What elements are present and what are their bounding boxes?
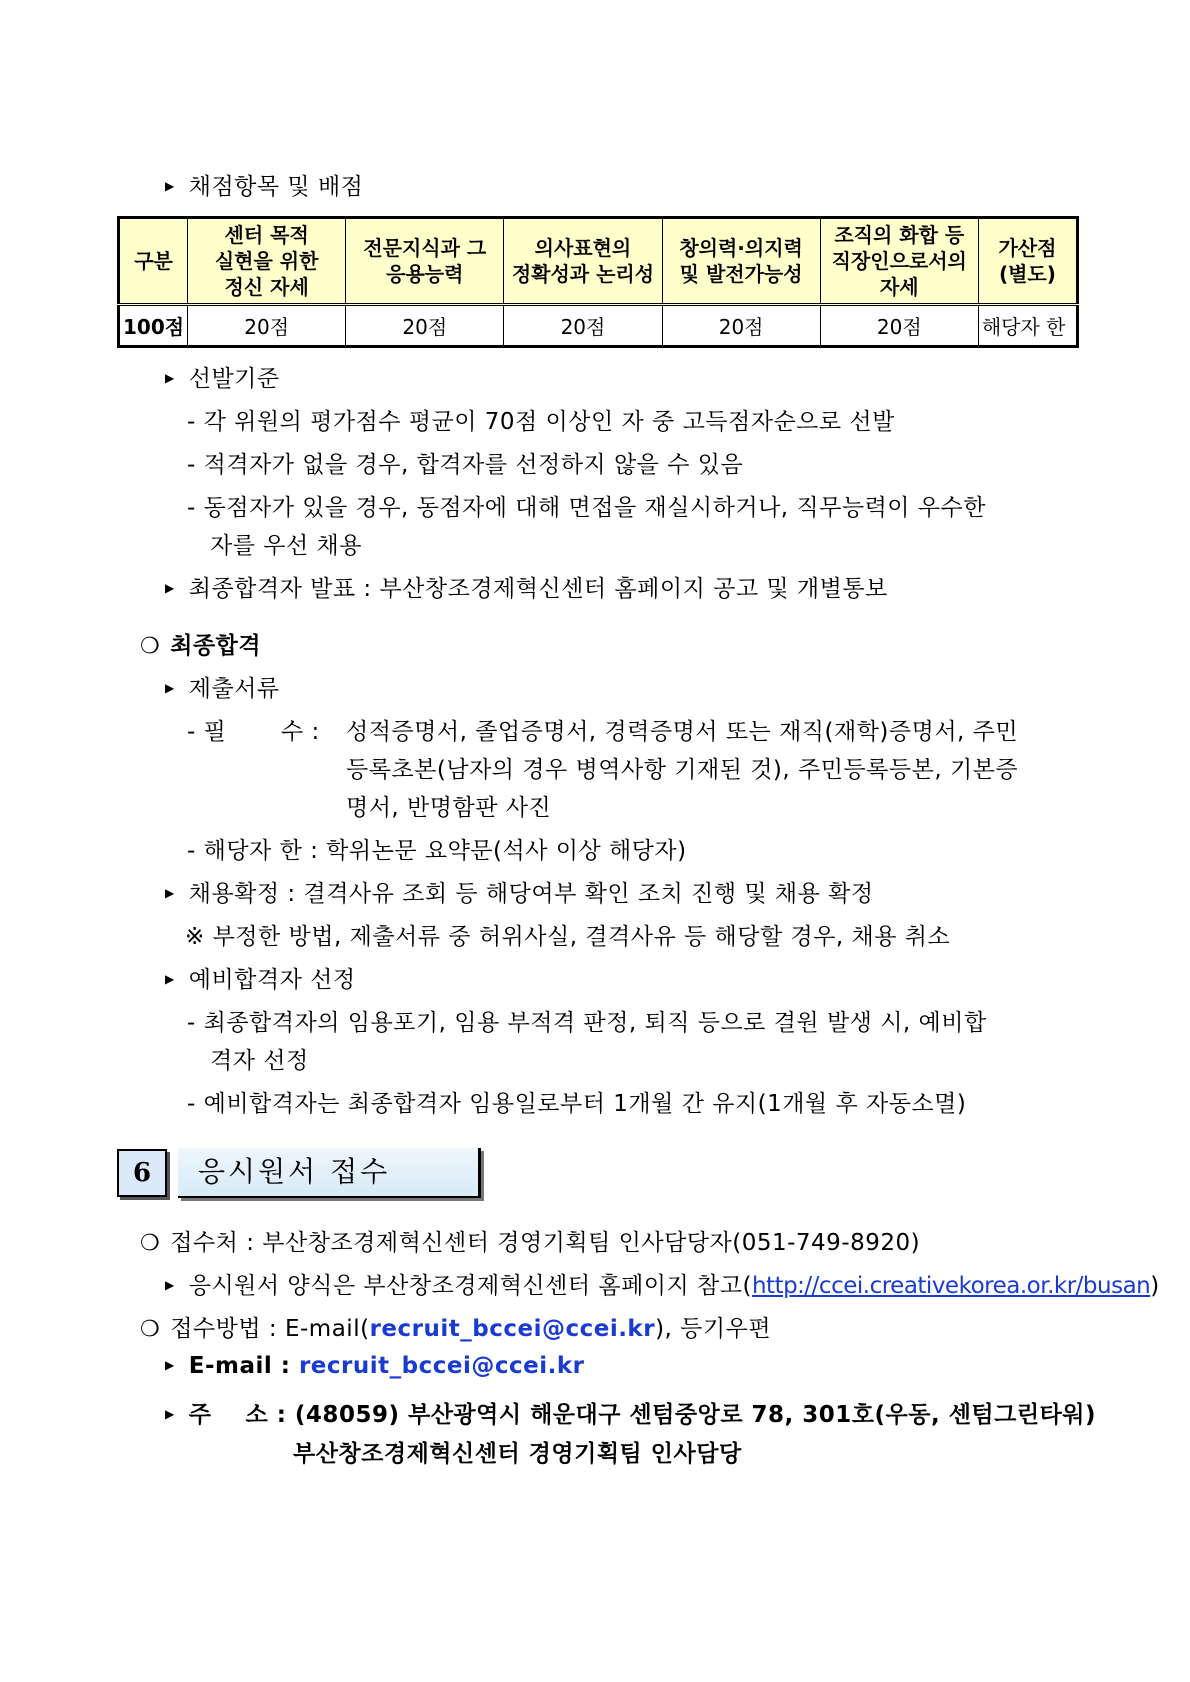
selection-item: - 적격자가 없을 경우, 합격자를 선정하지 않을 수 있음 bbox=[187, 452, 744, 478]
bullet-triangle-icon: ▶ bbox=[165, 680, 175, 695]
email-line: ▶ E-mail : recruit_bccei@ccei.kr bbox=[165, 1353, 585, 1379]
scoring-table bbox=[117, 216, 1079, 348]
header-harmony: 조직의 화합 등 직장인으로서의 자세 bbox=[820, 218, 978, 305]
circle-bullet-icon: ❍ bbox=[140, 1317, 161, 1342]
selection-item: 자를 우선 채용 bbox=[210, 533, 362, 559]
optional-line: - 해당자 한 : 학위논문 요약문(석사 이상 해당자) bbox=[187, 838, 687, 864]
table-header-row bbox=[119, 218, 1078, 305]
required-line: 성적증명서, 졸업증명서, 경력증명서 또는 재직(재학)증명서, 주민 bbox=[346, 719, 1019, 745]
required-label: - 필 수 : bbox=[187, 719, 320, 745]
cell-bonus: 해당자 한 bbox=[978, 305, 1077, 347]
bullet-triangle-icon: ▶ bbox=[165, 580, 175, 595]
bullet-triangle-icon: ▶ bbox=[165, 1406, 175, 1421]
method-line: ❍ 접수방법 : E-mail(recruit_bccei@ccei.kr), 등기우편 bbox=[140, 1316, 772, 1342]
reserve-heading: ▶ 예비합격자 선정 bbox=[165, 967, 356, 993]
section-title: 응시원서 접수 bbox=[178, 1148, 481, 1198]
email-link[interactable]: recruit_bccei@ccei.kr bbox=[298, 1353, 585, 1379]
header-expertise: 전문지식과 그 응용능력 bbox=[346, 218, 504, 305]
header-mission: 센터 목적 실현을 위한 정신 자세 bbox=[188, 218, 346, 305]
address-line-2: 부산창조경제혁신센터 경영기획팀 인사담당 bbox=[293, 1441, 742, 1467]
contact-line: ❍ 접수처 : 부산창조경제혁신센터 경영기획팀 인사담당자(051-749-8920) bbox=[140, 1230, 921, 1256]
circle-bullet-icon: ❍ bbox=[140, 634, 161, 659]
section-number: 6 bbox=[117, 1149, 167, 1197]
required-line: 등록초본(남자의 경우 병역사항 기재된 것), 주민등록등본, 기본증 bbox=[346, 757, 1019, 783]
bullet-triangle-icon: ▶ bbox=[165, 885, 175, 900]
bullet-triangle-icon: ▶ bbox=[165, 971, 175, 986]
bullet-triangle-icon: ▶ bbox=[165, 370, 175, 385]
header-category: 구분 bbox=[119, 218, 188, 305]
announcement-line: ▶ 최종합격자 발표 : 부산창조경제혁신센터 홈페이지 공고 및 개별통보 bbox=[165, 576, 888, 602]
scoring-heading: ▶ 채점항목 및 배점 bbox=[165, 174, 364, 200]
cell-total: 100점 bbox=[119, 305, 188, 347]
cell-score: 20점 bbox=[662, 305, 820, 347]
confirm-line: ▶ 채용확정 : 결격사유 조회 등 해당여부 확인 조치 진행 및 채용 확정 bbox=[165, 881, 874, 907]
selection-item: - 동점자가 있을 경우, 동점자에 대해 면접을 재실시하거나, 직무능력이 우수한 bbox=[187, 495, 986, 521]
bullet-triangle-icon: ▶ bbox=[165, 1357, 175, 1372]
bullet-triangle-icon: ▶ bbox=[165, 178, 175, 193]
cell-score: 20점 bbox=[188, 305, 346, 347]
bullet-triangle-icon: ▶ bbox=[165, 1277, 175, 1292]
final-section-heading: ❍ 최종합격 bbox=[140, 633, 262, 659]
circle-bullet-icon: ❍ bbox=[140, 1231, 161, 1256]
selection-item: - 각 위원의 평가점수 평균이 70점 이상인 자 중 고득점자순으로 선발 bbox=[187, 409, 895, 435]
cell-score: 20점 bbox=[346, 305, 504, 347]
address-line: ▶ 주 소 : (48059) 부산광역시 해운대구 센텀중앙로 78, 301호(우동, 센텀그린타워) bbox=[165, 1402, 1097, 1428]
note-line: ※ 부정한 방법, 제출서류 중 허위사실, 결격사유 등 해당할 경우, 채용 취소 bbox=[185, 924, 951, 950]
header-bonus: 가산점 (별도) bbox=[978, 218, 1077, 305]
table-row bbox=[119, 305, 1078, 347]
selection-heading: ▶ 선발기준 bbox=[165, 366, 280, 392]
reserve-item: 격자 선정 bbox=[210, 1048, 309, 1074]
required-line: 명서, 반명함판 사진 bbox=[346, 795, 552, 821]
cell-score: 20점 bbox=[504, 305, 662, 347]
cell-score: 20점 bbox=[820, 305, 978, 347]
reserve-item: - 최종합격자의 임용포기, 임용 부적격 판정, 퇴직 등으로 결원 발생 시, 예비합 bbox=[187, 1010, 987, 1036]
reserve-item: - 예비합격자는 최종합격자 임용일로부터 1개월 간 유지(1개월 후 자동소멸) bbox=[187, 1091, 967, 1117]
header-expression: 의사표현의 정확성과 논리성 bbox=[504, 218, 662, 305]
header-creativity: 창의력·의지력 및 발전가능성 bbox=[662, 218, 820, 305]
homepage-link[interactable]: http://ccei.creativekorea.or.kr/busan bbox=[751, 1273, 1151, 1299]
documents-heading: ▶ 제출서류 bbox=[165, 676, 280, 702]
method-email-link[interactable]: recruit_bccei@ccei.kr bbox=[369, 1316, 656, 1342]
form-line: ▶ 응시원서 양식은 부산창조경제혁신센터 홈페이지 참고(http://ccei.creativekorea.or.kr/busan) bbox=[165, 1273, 1160, 1299]
